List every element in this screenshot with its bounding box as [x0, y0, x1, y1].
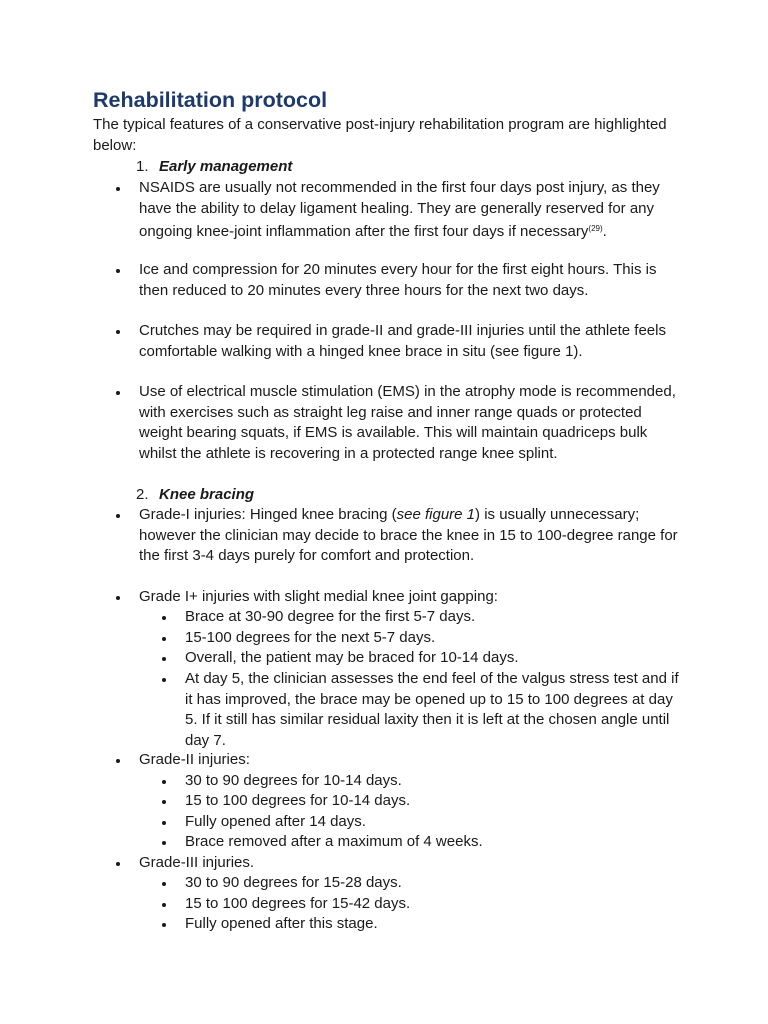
list-item-text: Crutches may be required in grade-II and grade-III injuries until the athlete feels comfortable walking with a hinged knee brace in situ (see figure 1).: [139, 322, 666, 360]
sub-list-item-text: 30 to 90 degrees for 10-14 days.: [185, 772, 402, 789]
sub-list-item: [185, 669, 680, 751]
sub-list-item-text: Overall, the patient may be braced for 10-14 days.: [185, 649, 519, 666]
sub-list-item: [185, 894, 680, 915]
sub-list-item-text: 15 to 100 degrees for 10-14 days.: [185, 792, 411, 809]
bullet-icon: [162, 821, 166, 825]
list-item-text: Grade-III injuries.: [139, 854, 255, 871]
bullet-icon: [116, 330, 120, 334]
sub-list-item-text: Brace removed after a maximum of 4 weeks.: [185, 833, 483, 850]
list-item-end: .: [602, 223, 607, 240]
sub-list-item: [185, 607, 680, 628]
list-item: [139, 321, 679, 362]
list-item-text: Use of electrical muscle stimulation (EMS) in the atrophy mode is recommended, with exercises such as straight leg raise and inner range quads or protected weight bearing squats, if EMS is available. This will maintain quadriceps bulk whilst the athlete is recovering in a protected range knee splint.: [139, 383, 676, 462]
list-item-grade-3: [139, 853, 679, 874]
list-item-text: Grade-II injuries:: [139, 751, 250, 768]
list-item-text: ) is usually unnecessary; however the clinician may decide to brace the knee in 15 to 100-degree range for the first 3-4 days purely for comfort and protection.: [139, 506, 678, 564]
bullet-icon: [162, 923, 166, 927]
list-item-text: Grade I+ injuries with slight medial knee joint gapping:: [139, 588, 498, 605]
bullet-icon: [116, 187, 120, 191]
list-item-grade-1: [139, 505, 679, 567]
bullet-icon: [116, 862, 120, 866]
bullet-icon: [162, 637, 166, 641]
bullet-icon: [116, 269, 120, 273]
page-title: Rehabilitation protocol: [93, 88, 328, 112]
figure-reference: see figure 1: [396, 506, 476, 523]
bullet-icon: [162, 841, 166, 845]
list-item-text: Ice and compression for 20 minutes every hour for the first eight hours. This is then reduced to 20 minutes every three hours for the next two days.: [139, 261, 657, 299]
bullet-icon: [162, 903, 166, 907]
sub-list-item: [185, 832, 680, 853]
bullet-icon: [162, 882, 166, 886]
citation-reference: (29): [588, 224, 603, 233]
sub-list-item: [185, 914, 680, 935]
sub-list-item-text: 15 to 100 degrees for 15-42 days.: [185, 895, 411, 912]
bullet-icon: [162, 616, 166, 620]
sub-list-item: [185, 771, 680, 792]
sub-list-item-text: 30 to 90 degrees for 15-28 days.: [185, 874, 402, 891]
sub-list-item-text: Fully opened after this stage.: [185, 915, 378, 932]
intro-paragraph: The typical features of a conservative post-injury rehabilitation program are highlighted below:: [93, 116, 667, 154]
sub-list-item: [185, 791, 680, 812]
list-item: [139, 178, 679, 243]
list-item-grade-1-plus: [139, 587, 679, 608]
sub-list-item: [185, 873, 680, 894]
section-number: 1.: [136, 158, 149, 175]
list-item: [139, 260, 679, 301]
bullet-icon: [116, 759, 120, 763]
sub-list-item: [185, 628, 680, 649]
list-item-text: NSAIDS are usually not recommended in the first four days post injury, as they have the ability to delay ligament healing. They are generally reserved for any ongoing knee-joint inflammation after the first four days if necessary: [139, 179, 660, 240]
bullet-icon: [162, 678, 166, 682]
section-number: 2.: [136, 486, 149, 503]
sub-list-item-text: At day 5, the clinician assesses the end feel of the valgus stress test and if it has improved, the brace may be opened up to 15 to 100 degrees at day 5. If it still has similar residual laxity then it is left at the chosen angle until day 7.: [185, 670, 679, 749]
sub-list-item-text: 15-100 degrees for the next 5-7 days.: [185, 629, 436, 646]
bullet-icon: [162, 780, 166, 784]
list-item-text: Grade-I injuries: Hinged knee bracing (: [139, 506, 397, 523]
sub-list-item-text: Fully opened after 14 days.: [185, 813, 366, 830]
bullet-icon: [116, 596, 120, 600]
sub-list-item: [185, 648, 680, 669]
sub-list-item-text: Brace at 30-90 degree for the first 5-7 days.: [185, 608, 476, 625]
list-item: [139, 382, 679, 464]
bullet-icon: [162, 800, 166, 804]
bullet-icon: [116, 391, 120, 395]
sub-list-item: [185, 812, 680, 833]
list-item-grade-2: [139, 750, 679, 771]
bullet-icon: [162, 657, 166, 661]
section-heading-text: Early management: [159, 158, 293, 175]
section-heading-text: Knee bracing: [159, 486, 255, 503]
bullet-icon: [116, 514, 120, 518]
